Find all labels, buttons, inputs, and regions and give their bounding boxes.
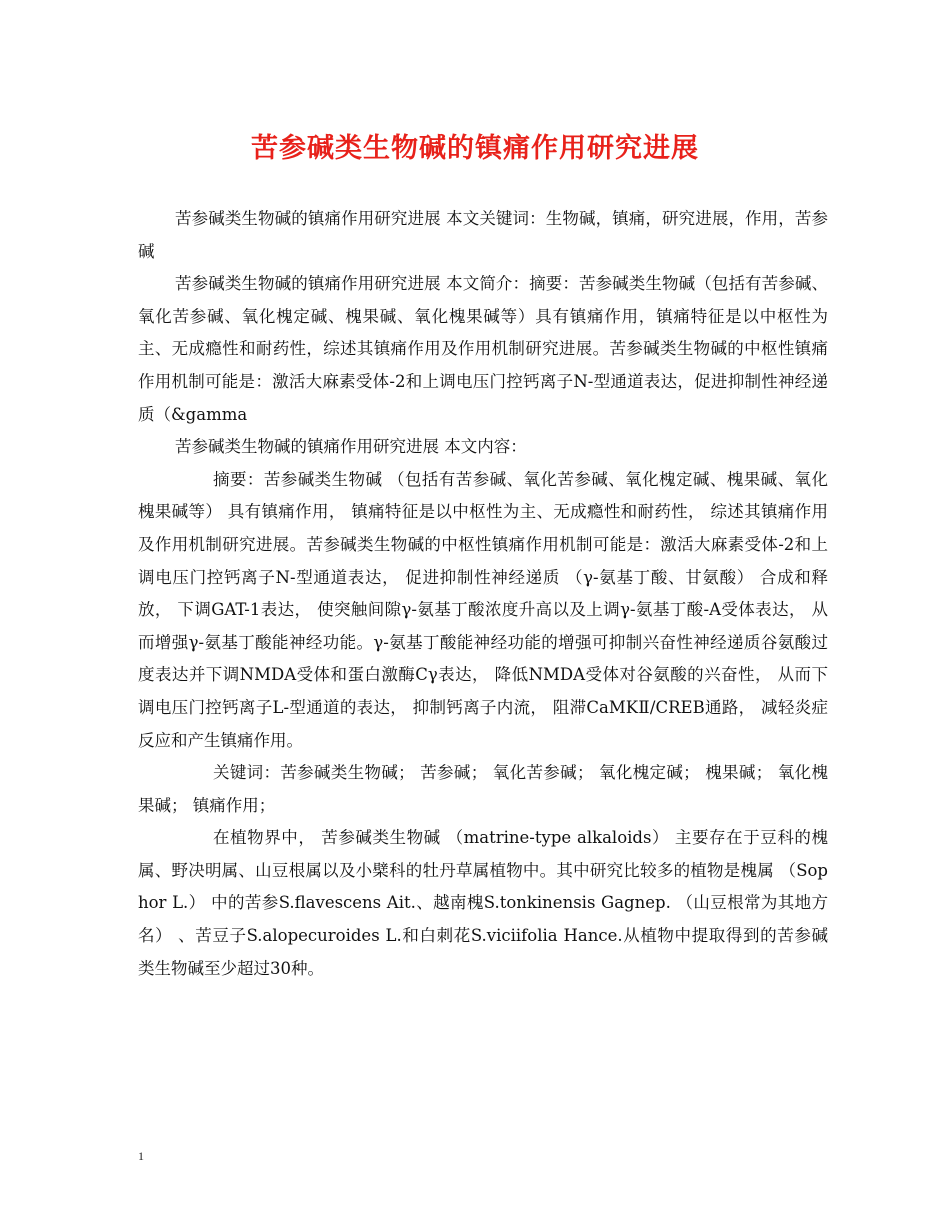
body-paragraph: 在植物界中， 苦参碱类生物碱 （matrine-type alkaloids） 主要存在于豆科的槐属、野决明属、山豆根属以及小檗科的牡丹草属植物中。其中研究比较多的植物是槐属 （Sophor L.） 中的苦参S.flavescens Ait.、越南槐S.tonkinensis Gagnep. （山豆根常为其地方名） 、苦豆子S.alopecuroides L.和白刺花S.viciifolia Hance.从植物中提取得到的苦参碱类生物碱至少超过30种。	[138, 828, 828, 978]
document-title: 苦参碱类生物碱的镇痛作用研究进展	[251, 133, 699, 164]
summary-intro-paragraph: 苦参碱类生物碱的镇痛作用研究进展 本文简介：摘要：苦参碱类生物碱（包括有苦参碱、氧化苦参碱、氧化槐定碱、槐果碱、氧化槐果碱等）具有镇痛作用，镇痛特征是以中枢性为主、无成瘾性和耐药性，综述其镇痛作用及作用机制研究进展。苦参碱类生物碱的中枢性镇痛作用机制可能是：激活大麻素受体-2和上调电压门控钙离子N-型通道表达，促进抑制性神经递质（&gamma	[138, 274, 828, 424]
abstract-paragraph: 摘要：苦参碱类生物碱 （包括有苦参碱、氧化苦参碱、氧化槐定碱、槐果碱、氧化槐果碱等） 具有镇痛作用， 镇痛特征是以中枢性为主、无成瘾性和耐药性， 综述其镇痛作用及作用机制研究进展。苦参碱类生物碱的中枢性镇痛作用机制可能是：激活大麻素受体-2和上调电压门控钙离子N-型通道表达， 促进抑制性神经递质 （γ-氨基丁酸、甘氨酸） 合成和释放， 下调GAT-1表达， 使突触间隙γ-氨基丁酸浓度升高以及上调γ-氨基丁酸-A受体表达， 从而增强γ-氨基丁酸能神经功能。γ-氨基丁酸能神经功能的增强可抑制兴奋性神经递质谷氨酸过度表达并下调NMDA受体和蛋白激酶Cγ表达， 降低NMDA受体对谷氨酸的兴奋性， 从而下调电压门控钙离子L-型通道的表达， 抑制钙离子内流， 阻滞CaMKⅡ/CREB通路， 减轻炎症反应和产生镇痛作用。	[138, 469, 828, 750]
content-intro-paragraph: 苦参碱类生物碱的镇痛作用研究进展 本文内容：	[175, 437, 527, 457]
keywords-paragraph: 关键词：苦参碱类生物碱； 苦参碱； 氧化苦参碱； 氧化槐定碱； 槐果碱； 氧化槐果碱； 镇痛作用；	[138, 763, 828, 815]
document-body	[138, 203, 828, 985]
page-number: 1	[138, 1149, 144, 1163]
keywords-intro-paragraph: 苦参碱类生物碱的镇痛作用研究进展 本文关键词：生物碱，镇痛，研究进展，作用，苦参碱	[138, 209, 828, 261]
